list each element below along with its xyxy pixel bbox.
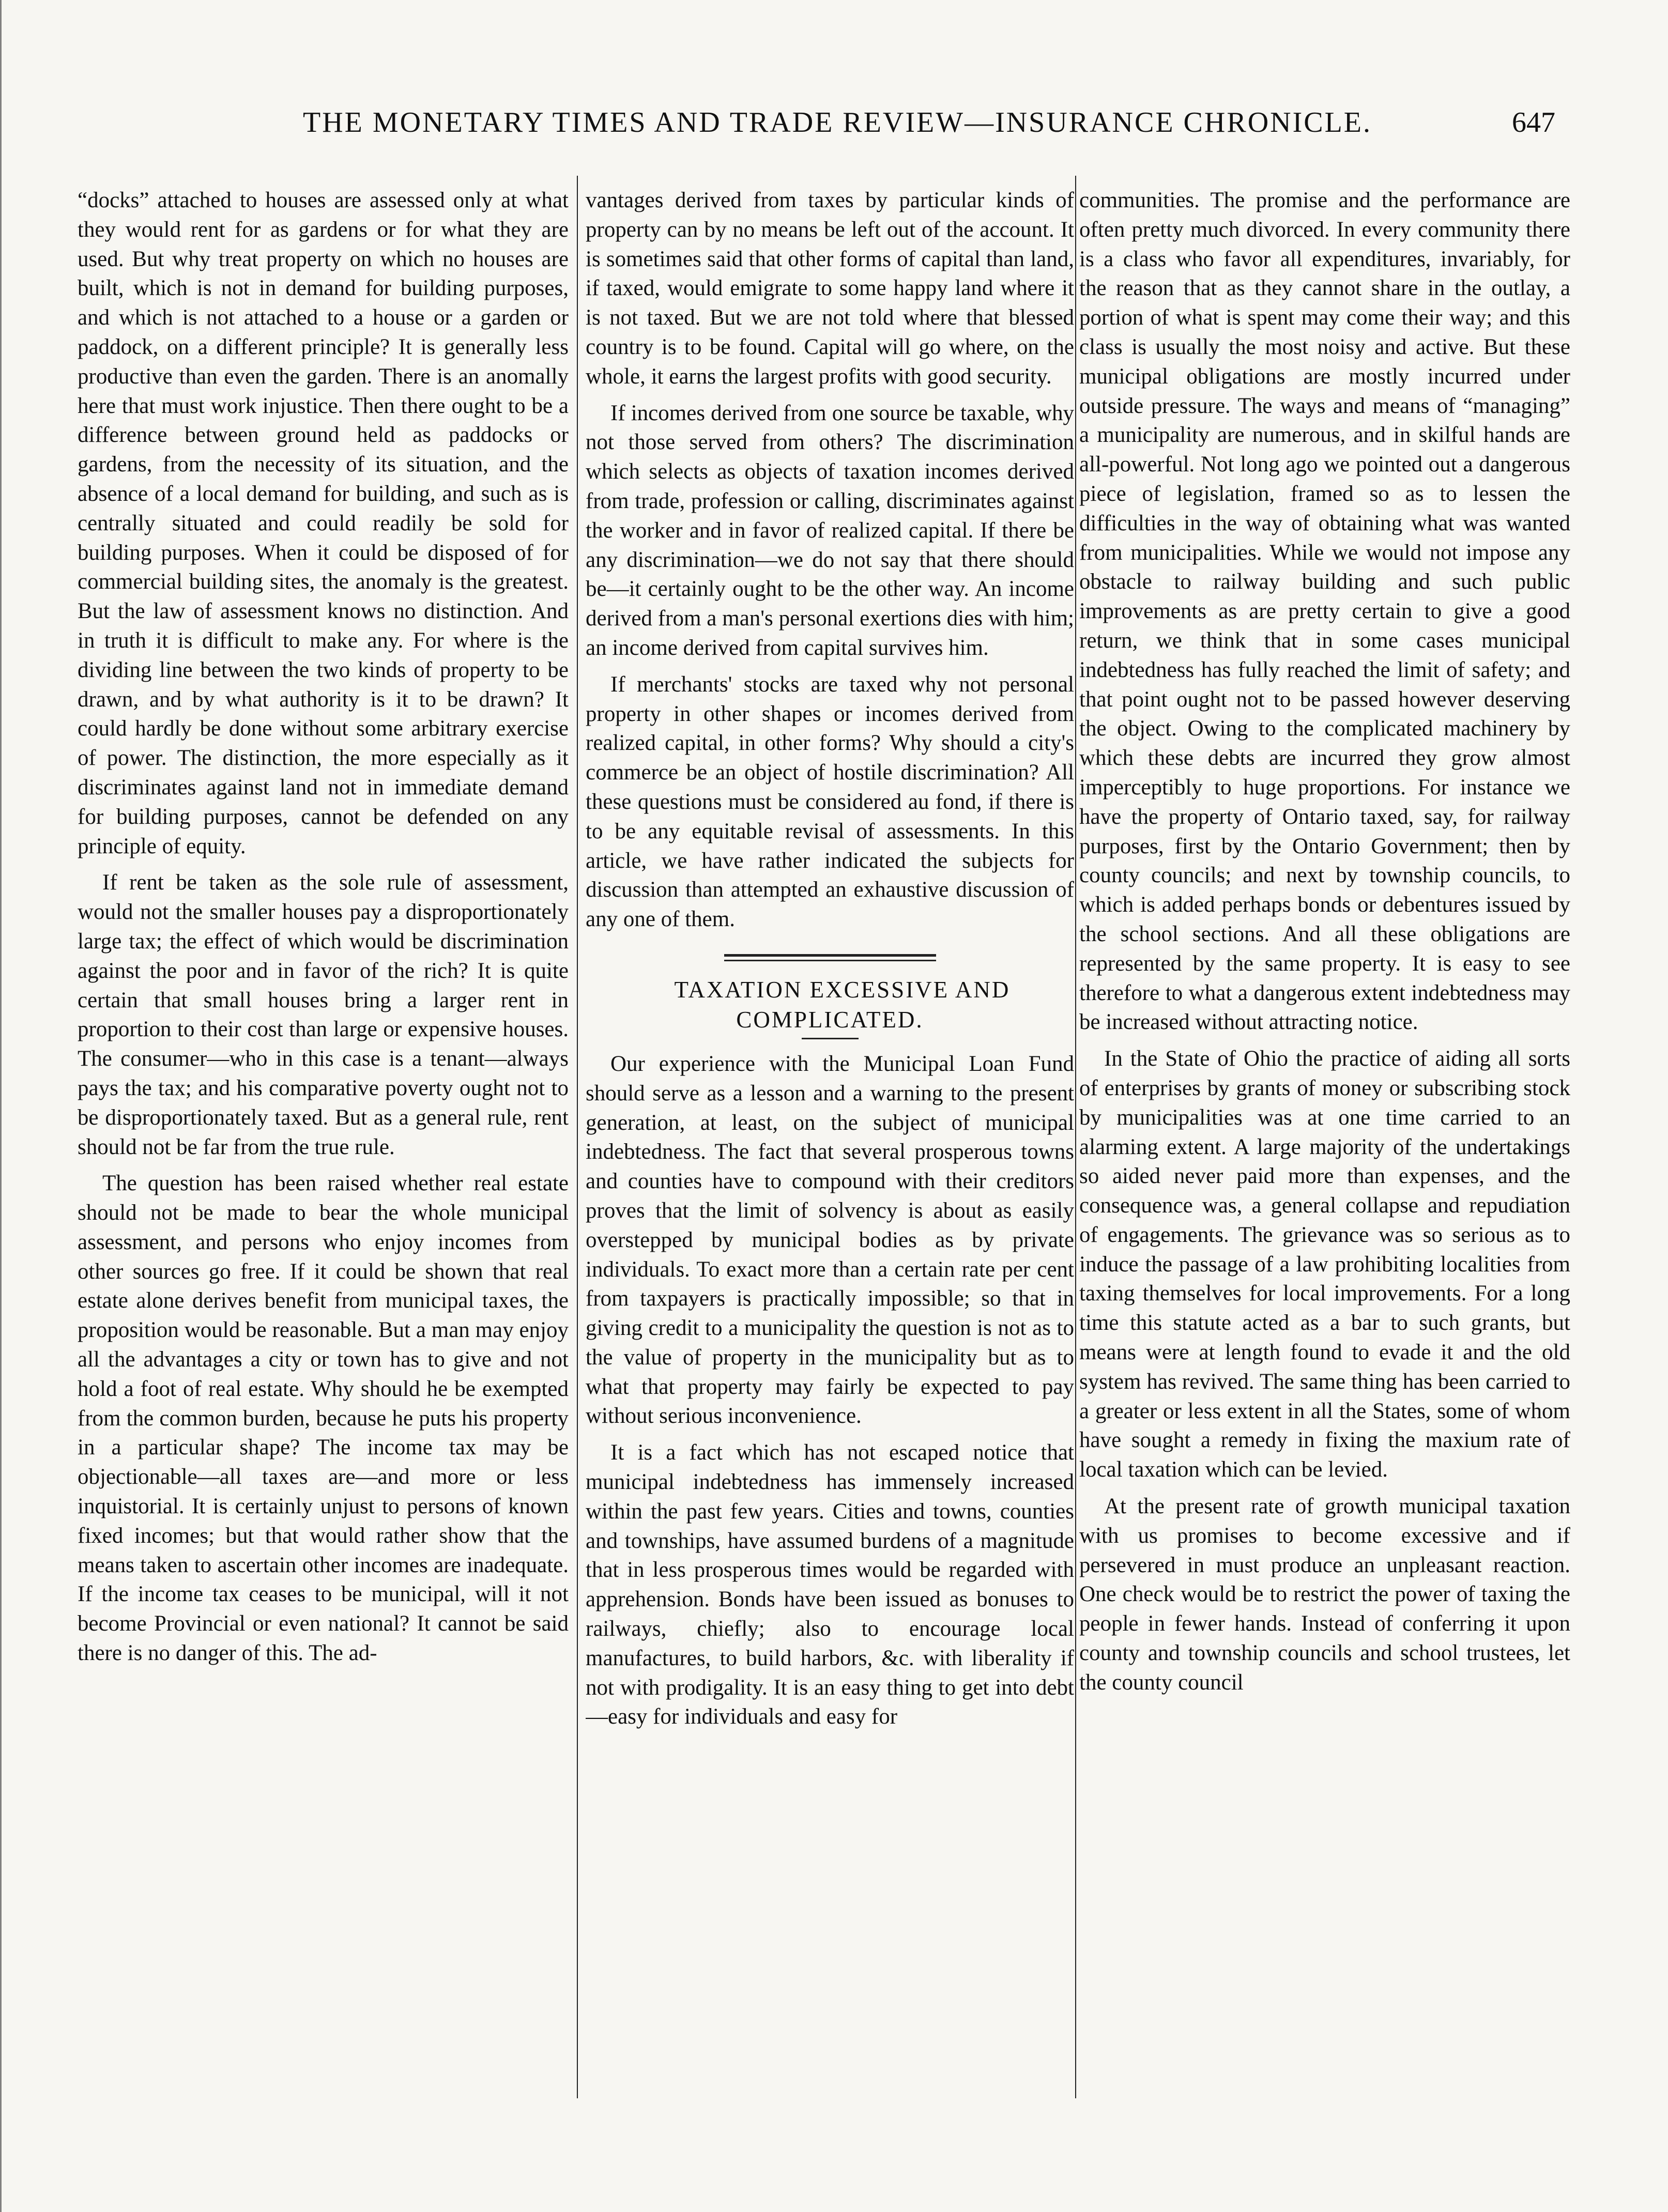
heading-underline — [802, 1038, 859, 1039]
paragraph: In the State of Ohio the practice of aiding all sorts of enterprises by grants of money or subscribing stock by municipalities was at one time carried to an alarming extent. A large majority of the undertakings so aided never paid more than expenses, and the consequence was, a general collapse and repudiation of engagements. The grievance was so serious as to induce the passage of a law prohibiting localities from taxing themselves for local improvements. For a long time this statute acted as a bar to such grants, but means were at length found to evade it and the old system has revived. The same thing has been carried to a greater or less extent in all the States, some of whom have sought a remedy in fixing the maxium rate of local taxation which can be levied. — [1079, 1047, 1570, 1482]
paragraph: Our experience with the Municipal Loan Fund should serve as a lesson and a warning to the present generation, at least, on the subject of municipal indebtedness. The fact that several prosperous towns and counties have to compound with their creditors proves that the limit of solvency is about as easily overstepped by municipal bodies as by private individuals. To exact more than a certain rate per cent from taxpayers is practically impossible; so that in giving credit to a municipality the question is not as to the value of property in the municipality but as to what that property may fairly be expected to pay without serious inconvenience. — [586, 1051, 1074, 1428]
paragraph: At the present rate of growth municipal taxation with us promises to become excessive and if persevered in must produce an unpleasant reaction. One check would be to restrict the power of taxing the people in fewer hands. Instead of conferring it upon county and township councils and school trustees, let the county council — [1079, 1494, 1570, 1695]
column-1 — [78, 186, 569, 2088]
paragraph: If incomes derived from one source be taxable, why not those served from others? The discrimination which selects as objects of taxation incomes derived from trade, profession or calling, discriminates against the worker and in favor of realized capital. If there be any discrimination—we do not say that there should be—it certainly ought to be the other way. An income derived from a man's personal exertions dies with him; an income derived from capital survives him. — [586, 401, 1074, 660]
page-number: 647 — [1512, 106, 1555, 139]
paragraph: If rent be taken as the sole rule of assessment, would not the smaller houses pay a disproportionately large tax; the effect of which would be discrimination against the poor and in favor of the rich? It is quite certain that small houses bring a larger rent in proportion to their cost than large or expensive houses. The consumer—who in this case is a tenant—always pays the tax; and his comparative poverty ought not to be disproportionately taxed. But as a general rule, rent should not be far from the true rule. — [78, 870, 569, 1159]
column-rule-right — [1075, 176, 1076, 2098]
section-separator — [724, 954, 936, 961]
paragraph: “docks” attached to houses are assessed only at what they would rent for as gardens or for what they are used. But why treat property on which no houses are built, which is not in demand for building purposes, and which is not attached to a house or a garden or paddock, on a different principle? It is generally less productive than even the garden. There is an anomally here that must work injustice. Then there ought to be a difference between ground held as paddocks or gardens, from the necessity of its situation, and the absence of a local demand for building, and such as is centrally situated and could readily be sold for building purposes. When it could be disposed of for commercial building sites, the anomaly is the greatest. But the law of assessment knows no distinction. And in truth it is difficult to make any. For where is the dividing line between the two kinds of property to be drawn, and by what authority is it to be drawn? It could hardly be done without some arbitrary exercise of power. The distinction, the more especially as it discriminates against land not in immediate demand for building purposes, cannot be defended on any principle of equity. — [78, 188, 569, 858]
column-2 — [586, 186, 1074, 2088]
running-head: THE MONETARY TIMES AND TRADE REVIEW—INSURANCE CHRONICLE. — [302, 106, 1372, 139]
paragraph: If merchants' stocks are taxed why not personal property in other shapes or incomes derived from realized capital, in other forms? Why should a city's commerce be an object of hostile discrimination? All these questions must be considered au fond, if there is to be any equitable revisal of assessments. In this article, we have rather indicated the subjects for discussion than attempted an exhaustive discussion of any one of them. — [586, 672, 1074, 932]
page-header — [0, 106, 1668, 158]
section-heading: TAXATION EXCESSIVE AND COMPLICATED. — [674, 976, 1011, 1033]
paragraph: vantages derived from taxes by particular kinds of property can by no means be left out of the account. It is sometimes said that other forms of capital than land, if taxed, would emigrate to some happy land where it is not taxed. But we are not told where that blessed country is to be found. Capital will go where, on the whole, it earns the largest profits with good security. — [586, 188, 1074, 389]
paragraph: It is a fact which has not escaped notice that municipal indebtedness has immensely increased within the past few years. Cities and towns, counties and townships, have assumed burdens of a magnitude that in less prosperous times would be regarded with apprehension. Bonds have been issued as bonuses to railways, chiefly; also to encourage local manufactures, to build harbors, &c. with liberality if not with prodigality. It is an easy thing to get into debt—easy for individuals and easy for — [586, 1440, 1074, 1729]
page-edge — [0, 0, 2, 2212]
column-rule-left — [577, 176, 578, 2098]
paragraph: The question has been raised whether real estate should not be made to bear the whole municipal assessment, and persons who enjoy incomes from other sources go free. If it could be shown that real estate alone derives benefit from municipal taxes, the proposition would be reasonable. But a man may enjoy all the advantages a city or town has to give and not hold a foot of real estate. Why should he be exempted from the common burden, because he puts his property in a particular shape? The income tax may be objectionable—all taxes are—and more or less inquistorial. It is certainly unjust to persons of known fixed incomes; but that would rather show that the means taken to ascertain other incomes are inadequate. If the income tax ceases to be municipal, will it not become Provincial or even national? It cannot be said there is no danger of this. The ad- — [78, 1171, 569, 1666]
paragraph: communities. The promise and the performance are often pretty much divorced. In every community there is a class who favor all expenditures, invariably, for the reason that as they cannot share in the outlay, a portion of what is spent may come their way; and this class is usually the most noisy and active. But these municipal obligations are mostly incurred under outside pressure. The ways and means of “managing” a municipality are numerous, and in skilful hands are all-powerful. Not long ago we pointed out a dangerous piece of legislation, framed so as to lessen the difficulties in the way of obtaining what was wanted from municipalities. While we would not impose any obstacle to railway building and such public improvements as are pretty certain to give a good return, we think that in some cases municipal indebtedness has fully reached the limit of safety; and that point ought not to be passed however deserving the object. Owing to the complicated machinery by which these debts are incurred they grow almost imperceptibly to huge proportions. For instance we have the property of Ontario taxed, say, for railway purposes, first by the Ontario Government; then by county councils; and next by township councils, to which is added perhaps bonds or debentures issued by the school sections. And all these obligations are represented by the same property. It is easy to see therefore to what a dangerous extent indebtedness may be increased without attracting notice. — [1079, 188, 1570, 1035]
column-3 — [1079, 186, 1570, 2088]
